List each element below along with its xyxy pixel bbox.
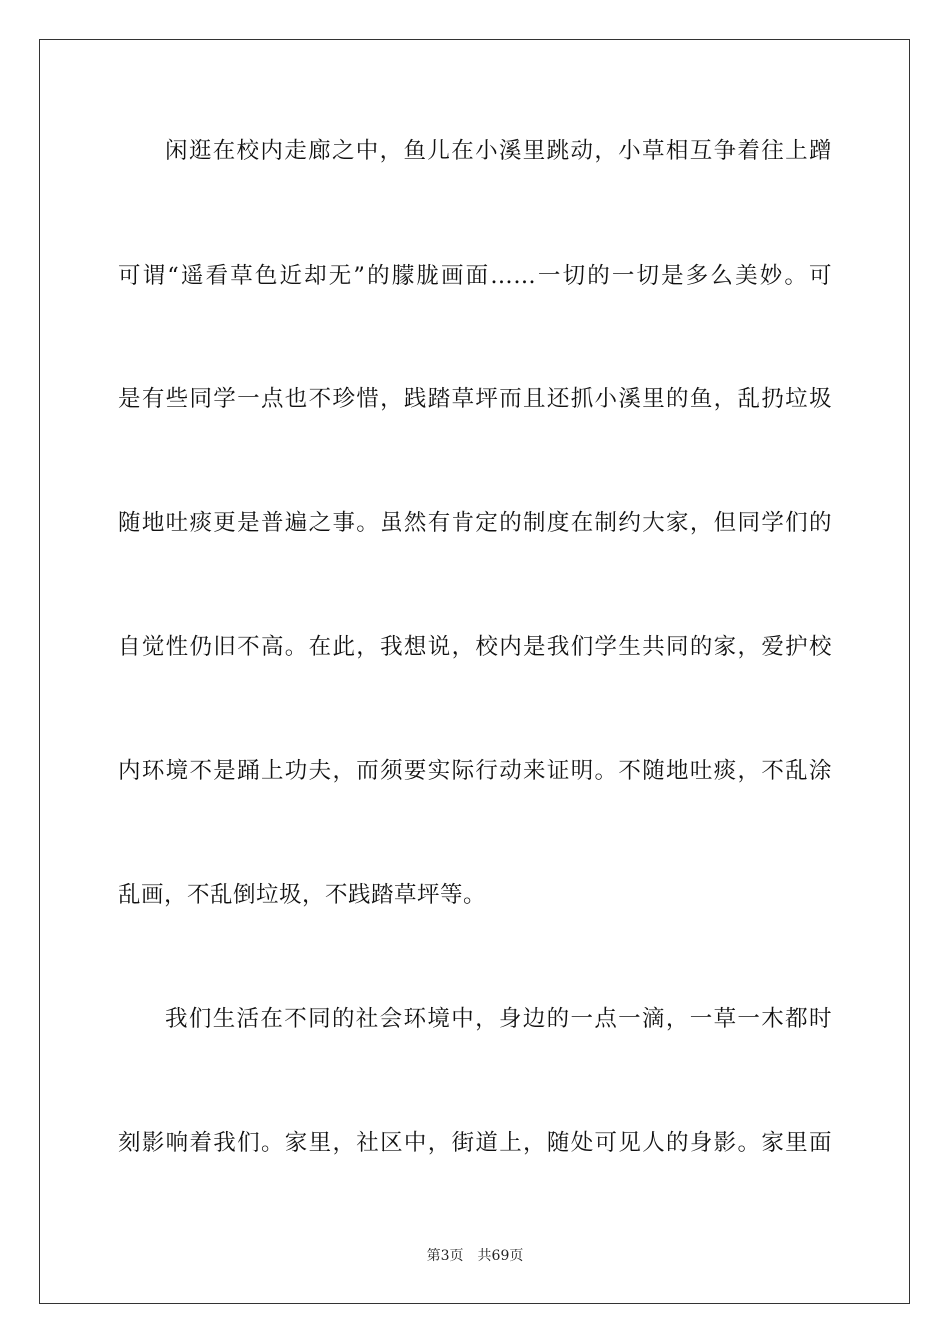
- paragraph-1-line-3: 是有些同学一点也不珍惜，践踏草坪而且还抓小溪里的鱼，乱扔垃圾: [118, 386, 832, 412]
- paragraph-1-line-7: 乱画，不乱倒垃圾，不践踏草坪等。: [118, 882, 487, 908]
- page-frame: [39, 39, 910, 1304]
- paragraph-1-line-2: 可谓“遥看草色近却无”的朦胧画面……一切的一切是多么美妙。可: [118, 263, 832, 289]
- paragraph-2-line-1: 我们生活在不同的社会环境中，身边的一点一滴，一草一木都时: [165, 1006, 832, 1032]
- paragraph-1-line-5: 自觉性仍旧不高。在此，我想说，校内是我们学生共同的家，爱护校: [118, 634, 832, 660]
- page-footer: [0, 1247, 950, 1265]
- page-number: 第3页: [426, 1248, 464, 1264]
- paragraph-1-line-1: 闲逛在校内走廊之中，鱼儿在小溪里跳动，小草相互争着往上蹭: [165, 138, 832, 164]
- paragraph-1-line-4: 随地吐痰更是普遍之事。虽然有肯定的制度在制约大家，但同学们的: [118, 510, 832, 536]
- paragraph-1-line-6: 内环境不是踊上功夫，而须要实际行动来证明。不随地吐痰，不乱涂: [118, 758, 832, 784]
- paragraph-2-line-2: 刻影响着我们。家里，社区中，街道上，随处可见人的身影。家里面: [118, 1130, 832, 1156]
- page-total: 共69页: [477, 1248, 524, 1264]
